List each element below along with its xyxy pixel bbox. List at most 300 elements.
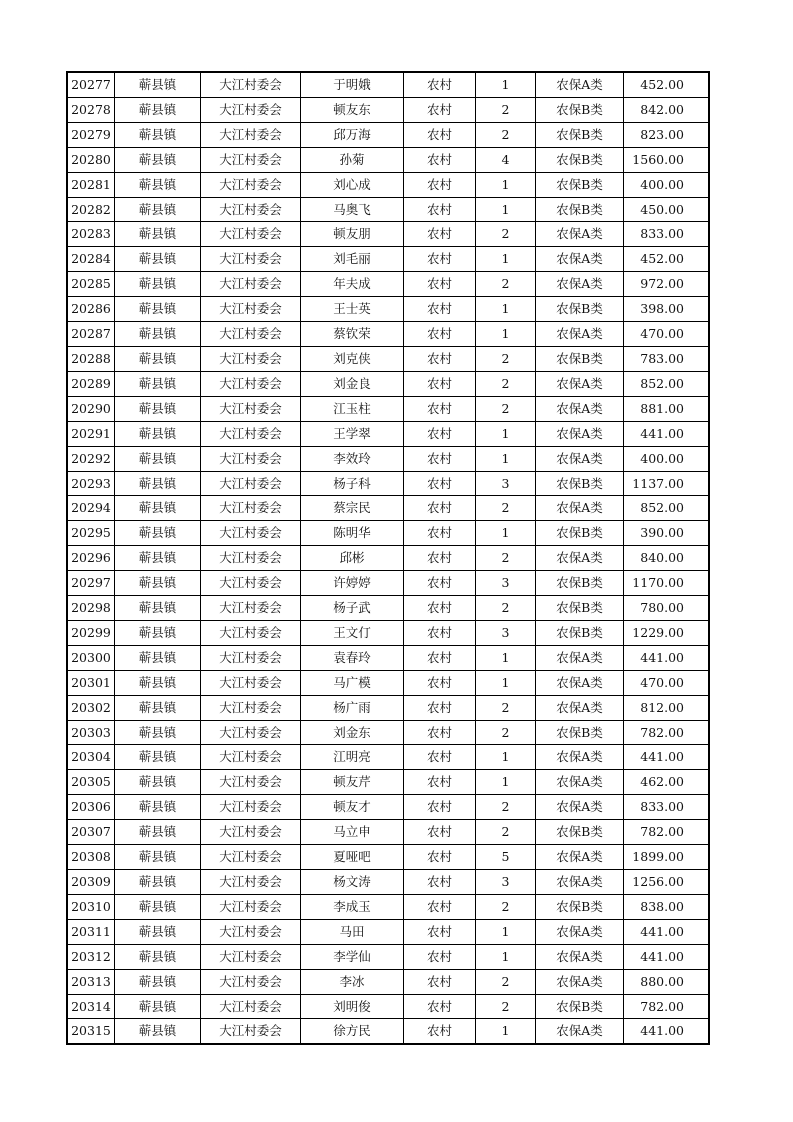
amount-cell: 390.00 <box>624 521 709 546</box>
name-cell: 马广模 <box>301 670 404 695</box>
amount-cell: 1170.00 <box>624 571 709 596</box>
town-cell: 蕲县镇 <box>115 870 201 895</box>
record-id-cell: 20304 <box>68 745 115 770</box>
amount-cell: 462.00 <box>624 770 709 795</box>
town-cell: 蕲县镇 <box>115 919 201 944</box>
household-type-cell: 农村 <box>404 297 476 322</box>
town-cell: 蕲县镇 <box>115 471 201 496</box>
table-row <box>68 396 709 421</box>
record-id-cell: 20303 <box>68 720 115 745</box>
person-count-cell: 2 <box>476 97 536 122</box>
town-cell: 蕲县镇 <box>115 695 201 720</box>
town-cell: 蕲县镇 <box>115 620 201 645</box>
record-id-cell: 20315 <box>68 1019 115 1044</box>
category-cell: 农保B类 <box>536 197 624 222</box>
village-cell: 大江村委会 <box>201 197 301 222</box>
table-row <box>68 322 709 347</box>
category-cell: 农保A类 <box>536 670 624 695</box>
table-row <box>68 421 709 446</box>
town-cell: 蕲县镇 <box>115 297 201 322</box>
record-id-cell: 20285 <box>68 272 115 297</box>
household-type-cell: 农村 <box>404 521 476 546</box>
table-row <box>68 894 709 919</box>
name-cell: 马奥飞 <box>301 197 404 222</box>
person-count-cell: 2 <box>476 396 536 421</box>
household-type-cell: 农村 <box>404 147 476 172</box>
household-type-cell: 农村 <box>404 247 476 272</box>
record-id-cell: 20284 <box>68 247 115 272</box>
record-id-cell: 20287 <box>68 322 115 347</box>
person-count-cell: 1 <box>476 1019 536 1044</box>
record-id-cell: 20289 <box>68 371 115 396</box>
category-cell: 农保B类 <box>536 894 624 919</box>
person-count-cell: 1 <box>476 944 536 969</box>
record-id-cell: 20297 <box>68 571 115 596</box>
household-type-cell: 农村 <box>404 919 476 944</box>
table-row <box>68 496 709 521</box>
amount-cell: 400.00 <box>624 172 709 197</box>
amount-cell: 1899.00 <box>624 845 709 870</box>
record-id-cell: 20291 <box>68 421 115 446</box>
village-cell: 大江村委会 <box>201 670 301 695</box>
household-type-cell: 农村 <box>404 795 476 820</box>
household-type-cell: 农村 <box>404 421 476 446</box>
table-row <box>68 670 709 695</box>
record-id-cell: 20308 <box>68 845 115 870</box>
table-row <box>68 770 709 795</box>
person-count-cell: 1 <box>476 297 536 322</box>
person-count-cell: 2 <box>476 695 536 720</box>
household-type-cell: 农村 <box>404 845 476 870</box>
person-count-cell: 3 <box>476 471 536 496</box>
town-cell: 蕲县镇 <box>115 944 201 969</box>
name-cell: 杨文涛 <box>301 870 404 895</box>
table-row <box>68 994 709 1019</box>
category-cell: 农保A类 <box>536 272 624 297</box>
category-cell: 农保A类 <box>536 446 624 471</box>
category-cell: 农保A类 <box>536 73 624 98</box>
person-count-cell: 1 <box>476 421 536 446</box>
name-cell: 刘心成 <box>301 172 404 197</box>
record-id-cell: 20292 <box>68 446 115 471</box>
table-row <box>68 446 709 471</box>
table-row <box>68 596 709 621</box>
town-cell: 蕲县镇 <box>115 272 201 297</box>
record-id-cell: 20301 <box>68 670 115 695</box>
table-row <box>68 845 709 870</box>
name-cell: 许婷婷 <box>301 571 404 596</box>
name-cell: 刘毛丽 <box>301 247 404 272</box>
table-row <box>68 571 709 596</box>
name-cell: 杨子科 <box>301 471 404 496</box>
amount-cell: 441.00 <box>624 944 709 969</box>
household-type-cell: 农村 <box>404 745 476 770</box>
village-cell: 大江村委会 <box>201 944 301 969</box>
village-cell: 大江村委会 <box>201 695 301 720</box>
amount-cell: 441.00 <box>624 645 709 670</box>
table-row <box>68 969 709 994</box>
record-id-cell: 20277 <box>68 73 115 98</box>
record-id-cell: 20311 <box>68 919 115 944</box>
record-id-cell: 20281 <box>68 172 115 197</box>
table-row <box>68 247 709 272</box>
person-count-cell: 2 <box>476 596 536 621</box>
name-cell: 年夫成 <box>301 272 404 297</box>
category-cell: 农保B类 <box>536 596 624 621</box>
village-cell: 大江村委会 <box>201 396 301 421</box>
household-type-cell: 农村 <box>404 546 476 571</box>
town-cell: 蕲县镇 <box>115 197 201 222</box>
person-count-cell: 2 <box>476 496 536 521</box>
amount-cell: 780.00 <box>624 596 709 621</box>
amount-cell: 441.00 <box>624 919 709 944</box>
table-row <box>68 97 709 122</box>
town-cell: 蕲县镇 <box>115 147 201 172</box>
amount-cell: 833.00 <box>624 222 709 247</box>
village-cell: 大江村委会 <box>201 870 301 895</box>
name-cell: 陈明华 <box>301 521 404 546</box>
record-id-cell: 20295 <box>68 521 115 546</box>
record-id-cell: 20293 <box>68 471 115 496</box>
table-row <box>68 745 709 770</box>
amount-cell: 833.00 <box>624 795 709 820</box>
household-type-cell: 农村 <box>404 222 476 247</box>
person-count-cell: 2 <box>476 994 536 1019</box>
table-row <box>68 272 709 297</box>
village-cell: 大江村委会 <box>201 645 301 670</box>
name-cell: 于明娥 <box>301 73 404 98</box>
town-cell: 蕲县镇 <box>115 97 201 122</box>
amount-cell: 880.00 <box>624 969 709 994</box>
village-cell: 大江村委会 <box>201 919 301 944</box>
household-type-cell: 农村 <box>404 396 476 421</box>
amount-cell: 450.00 <box>624 197 709 222</box>
category-cell: 农保A类 <box>536 695 624 720</box>
village-cell: 大江村委会 <box>201 147 301 172</box>
town-cell: 蕲县镇 <box>115 845 201 870</box>
village-cell: 大江村委会 <box>201 845 301 870</box>
household-type-cell: 农村 <box>404 197 476 222</box>
person-count-cell: 1 <box>476 745 536 770</box>
town-cell: 蕲县镇 <box>115 421 201 446</box>
table-row <box>68 222 709 247</box>
person-count-cell: 1 <box>476 919 536 944</box>
amount-cell: 1137.00 <box>624 471 709 496</box>
record-id-cell: 20294 <box>68 496 115 521</box>
household-type-cell: 农村 <box>404 720 476 745</box>
name-cell: 刘克侠 <box>301 346 404 371</box>
village-cell: 大江村委会 <box>201 421 301 446</box>
person-count-cell: 1 <box>476 247 536 272</box>
amount-cell: 470.00 <box>624 670 709 695</box>
name-cell: 李成玉 <box>301 894 404 919</box>
name-cell: 江明亮 <box>301 745 404 770</box>
village-cell: 大江村委会 <box>201 97 301 122</box>
category-cell: 农保A类 <box>536 421 624 446</box>
amount-cell: 1560.00 <box>624 147 709 172</box>
record-id-cell: 20307 <box>68 820 115 845</box>
person-count-cell: 2 <box>476 795 536 820</box>
category-cell: 农保A类 <box>536 371 624 396</box>
town-cell: 蕲县镇 <box>115 645 201 670</box>
village-cell: 大江村委会 <box>201 969 301 994</box>
record-id-cell: 20300 <box>68 645 115 670</box>
category-cell: 农保A类 <box>536 247 624 272</box>
person-count-cell: 1 <box>476 770 536 795</box>
name-cell: 邱彬 <box>301 546 404 571</box>
village-cell: 大江村委会 <box>201 596 301 621</box>
village-cell: 大江村委会 <box>201 745 301 770</box>
person-count-cell: 2 <box>476 720 536 745</box>
amount-cell: 840.00 <box>624 546 709 571</box>
category-cell: 农保A类 <box>536 322 624 347</box>
person-count-cell: 4 <box>476 147 536 172</box>
village-cell: 大江村委会 <box>201 446 301 471</box>
village-cell: 大江村委会 <box>201 795 301 820</box>
town-cell: 蕲县镇 <box>115 770 201 795</box>
name-cell: 顿友朋 <box>301 222 404 247</box>
town-cell: 蕲县镇 <box>115 247 201 272</box>
record-id-cell: 20288 <box>68 346 115 371</box>
household-type-cell: 农村 <box>404 820 476 845</box>
category-cell: 农保A类 <box>536 870 624 895</box>
town-cell: 蕲县镇 <box>115 795 201 820</box>
town-cell: 蕲县镇 <box>115 322 201 347</box>
household-type-cell: 农村 <box>404 571 476 596</box>
household-type-cell: 农村 <box>404 969 476 994</box>
record-id-cell: 20313 <box>68 969 115 994</box>
table-row <box>68 1019 709 1044</box>
amount-cell: 441.00 <box>624 421 709 446</box>
person-count-cell: 1 <box>476 197 536 222</box>
record-id-cell: 20314 <box>68 994 115 1019</box>
table-row <box>68 720 709 745</box>
record-id-cell: 20306 <box>68 795 115 820</box>
category-cell: 农保B类 <box>536 147 624 172</box>
town-cell: 蕲县镇 <box>115 745 201 770</box>
records-table <box>67 72 709 1044</box>
household-type-cell: 农村 <box>404 695 476 720</box>
category-cell: 农保A类 <box>536 496 624 521</box>
name-cell: 刘金良 <box>301 371 404 396</box>
person-count-cell: 5 <box>476 845 536 870</box>
amount-cell: 842.00 <box>624 97 709 122</box>
person-count-cell: 2 <box>476 272 536 297</box>
person-count-cell: 1 <box>476 322 536 347</box>
table-row <box>68 172 709 197</box>
amount-cell: 812.00 <box>624 695 709 720</box>
category-cell: 农保A类 <box>536 1019 624 1044</box>
town-cell: 蕲县镇 <box>115 521 201 546</box>
amount-cell: 852.00 <box>624 496 709 521</box>
name-cell: 王士英 <box>301 297 404 322</box>
table-row <box>68 73 709 98</box>
household-type-cell: 农村 <box>404 97 476 122</box>
town-cell: 蕲县镇 <box>115 720 201 745</box>
household-type-cell: 农村 <box>404 1019 476 1044</box>
record-id-cell: 20290 <box>68 396 115 421</box>
amount-cell: 1256.00 <box>624 870 709 895</box>
name-cell: 杨广雨 <box>301 695 404 720</box>
household-type-cell: 农村 <box>404 994 476 1019</box>
village-cell: 大江村委会 <box>201 496 301 521</box>
name-cell: 顿友芹 <box>301 770 404 795</box>
household-type-cell: 农村 <box>404 670 476 695</box>
person-count-cell: 1 <box>476 521 536 546</box>
name-cell: 李学仙 <box>301 944 404 969</box>
name-cell: 王文仃 <box>301 620 404 645</box>
name-cell: 李冰 <box>301 969 404 994</box>
record-id-cell: 20286 <box>68 297 115 322</box>
record-id-cell: 20305 <box>68 770 115 795</box>
household-type-cell: 农村 <box>404 596 476 621</box>
household-type-cell: 农村 <box>404 322 476 347</box>
amount-cell: 838.00 <box>624 894 709 919</box>
amount-cell: 782.00 <box>624 720 709 745</box>
village-cell: 大江村委会 <box>201 122 301 147</box>
village-cell: 大江村委会 <box>201 1019 301 1044</box>
name-cell: 刘金东 <box>301 720 404 745</box>
table-row <box>68 297 709 322</box>
person-count-cell: 1 <box>476 670 536 695</box>
person-count-cell: 3 <box>476 571 536 596</box>
table-row <box>68 944 709 969</box>
household-type-cell: 农村 <box>404 870 476 895</box>
category-cell: 农保B类 <box>536 122 624 147</box>
name-cell: 蔡宗民 <box>301 496 404 521</box>
name-cell: 江玉柱 <box>301 396 404 421</box>
town-cell: 蕲县镇 <box>115 371 201 396</box>
table-row <box>68 546 709 571</box>
person-count-cell: 2 <box>476 371 536 396</box>
amount-cell: 452.00 <box>624 247 709 272</box>
household-type-cell: 农村 <box>404 371 476 396</box>
record-id-cell: 20298 <box>68 596 115 621</box>
town-cell: 蕲县镇 <box>115 994 201 1019</box>
person-count-cell: 2 <box>476 546 536 571</box>
town-cell: 蕲县镇 <box>115 222 201 247</box>
table-row <box>68 919 709 944</box>
person-count-cell: 1 <box>476 172 536 197</box>
amount-cell: 823.00 <box>624 122 709 147</box>
record-id-cell: 20280 <box>68 147 115 172</box>
amount-cell: 441.00 <box>624 1019 709 1044</box>
record-id-cell: 20283 <box>68 222 115 247</box>
category-cell: 农保A类 <box>536 770 624 795</box>
amount-cell: 852.00 <box>624 371 709 396</box>
table-body <box>68 73 709 1044</box>
person-count-cell: 2 <box>476 969 536 994</box>
household-type-cell: 农村 <box>404 446 476 471</box>
table-row <box>68 870 709 895</box>
amount-cell: 398.00 <box>624 297 709 322</box>
village-cell: 大江村委会 <box>201 222 301 247</box>
village-cell: 大江村委会 <box>201 172 301 197</box>
table-row <box>68 147 709 172</box>
person-count-cell: 3 <box>476 620 536 645</box>
amount-cell: 452.00 <box>624 73 709 98</box>
table-row <box>68 346 709 371</box>
table-row <box>68 645 709 670</box>
village-cell: 大江村委会 <box>201 521 301 546</box>
village-cell: 大江村委会 <box>201 620 301 645</box>
name-cell: 邱万海 <box>301 122 404 147</box>
category-cell: 农保A类 <box>536 396 624 421</box>
amount-cell: 441.00 <box>624 745 709 770</box>
category-cell: 农保B类 <box>536 346 624 371</box>
town-cell: 蕲县镇 <box>115 546 201 571</box>
category-cell: 农保A类 <box>536 969 624 994</box>
name-cell: 杨子武 <box>301 596 404 621</box>
record-id-cell: 20312 <box>68 944 115 969</box>
person-count-cell: 3 <box>476 870 536 895</box>
category-cell: 农保A类 <box>536 546 624 571</box>
town-cell: 蕲县镇 <box>115 346 201 371</box>
name-cell: 刘明俊 <box>301 994 404 1019</box>
name-cell: 蔡钦荣 <box>301 322 404 347</box>
town-cell: 蕲县镇 <box>115 446 201 471</box>
town-cell: 蕲县镇 <box>115 969 201 994</box>
table-row <box>68 197 709 222</box>
table-row <box>68 620 709 645</box>
village-cell: 大江村委会 <box>201 820 301 845</box>
village-cell: 大江村委会 <box>201 546 301 571</box>
person-count-cell: 2 <box>476 820 536 845</box>
household-type-cell: 农村 <box>404 770 476 795</box>
amount-cell: 782.00 <box>624 820 709 845</box>
household-type-cell: 农村 <box>404 172 476 197</box>
record-id-cell: 20302 <box>68 695 115 720</box>
name-cell: 孙菊 <box>301 147 404 172</box>
table-row <box>68 795 709 820</box>
name-cell: 顿友东 <box>301 97 404 122</box>
category-cell: 农保B类 <box>536 820 624 845</box>
village-cell: 大江村委会 <box>201 770 301 795</box>
household-type-cell: 农村 <box>404 620 476 645</box>
household-type-cell: 农村 <box>404 73 476 98</box>
household-type-cell: 农村 <box>404 272 476 297</box>
category-cell: 农保B类 <box>536 471 624 496</box>
category-cell: 农保A类 <box>536 745 624 770</box>
village-cell: 大江村委会 <box>201 371 301 396</box>
record-id-cell: 20309 <box>68 870 115 895</box>
table-row <box>68 521 709 546</box>
name-cell: 马田 <box>301 919 404 944</box>
category-cell: 农保A类 <box>536 919 624 944</box>
record-id-cell: 20278 <box>68 97 115 122</box>
category-cell: 农保A类 <box>536 795 624 820</box>
household-type-cell: 农村 <box>404 944 476 969</box>
household-type-cell: 农村 <box>404 645 476 670</box>
record-id-cell: 20282 <box>68 197 115 222</box>
category-cell: 农保B类 <box>536 297 624 322</box>
category-cell: 农保B类 <box>536 571 624 596</box>
name-cell: 马立申 <box>301 820 404 845</box>
town-cell: 蕲县镇 <box>115 1019 201 1044</box>
person-count-cell: 2 <box>476 222 536 247</box>
amount-cell: 782.00 <box>624 994 709 1019</box>
village-cell: 大江村委会 <box>201 297 301 322</box>
town-cell: 蕲县镇 <box>115 396 201 421</box>
person-count-cell: 2 <box>476 894 536 919</box>
table-row <box>68 471 709 496</box>
amount-cell: 881.00 <box>624 396 709 421</box>
category-cell: 农保B类 <box>536 521 624 546</box>
village-cell: 大江村委会 <box>201 994 301 1019</box>
table-row <box>68 820 709 845</box>
name-cell: 袁春玲 <box>301 645 404 670</box>
town-cell: 蕲县镇 <box>115 122 201 147</box>
